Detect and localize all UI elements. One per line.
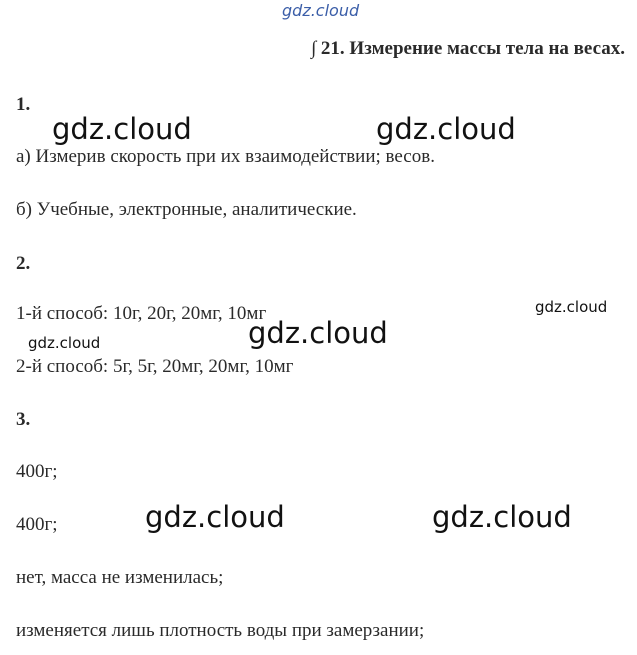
watermark: gdz.cloud: [376, 112, 516, 146]
watermark: gdz.cloud: [248, 316, 388, 350]
watermark: gdz.cloud: [145, 500, 285, 534]
answer-1a: а) Измерив скорость при их взаимодействии; весов.: [16, 146, 435, 167]
answer-1b: б) Учебные, электронные, аналитические.: [16, 199, 357, 220]
question-1-number: 1.: [16, 94, 31, 115]
answer-3-line-2: 400г;: [16, 514, 58, 535]
watermark: gdz.cloud: [432, 500, 572, 534]
site-watermark-top[interactable]: gdz.cloud: [282, 1, 360, 20]
watermark: gdz.cloud: [52, 112, 192, 146]
question-2-number: 2.: [16, 253, 31, 274]
watermark: gdz.cloud: [28, 334, 101, 352]
answer-3-line-3: нет, масса не изменилась;: [16, 567, 224, 588]
question-3-number: 3.: [16, 409, 31, 430]
watermark: gdz.cloud: [535, 298, 608, 316]
answer-2-method-1: 1-й способ: 10г, 20г, 20мг, 10мг: [16, 303, 267, 324]
answer-3-line-4: изменяется лишь плотность воды при замерзании;: [16, 620, 425, 641]
section-title: ∫ 21. Измерение массы тела на весах.: [310, 38, 625, 59]
answer-2-method-2: 2-й способ: 5г, 5г, 20мг, 20мг, 10мг: [16, 356, 294, 377]
answer-3-line-1: 400г;: [16, 461, 58, 482]
